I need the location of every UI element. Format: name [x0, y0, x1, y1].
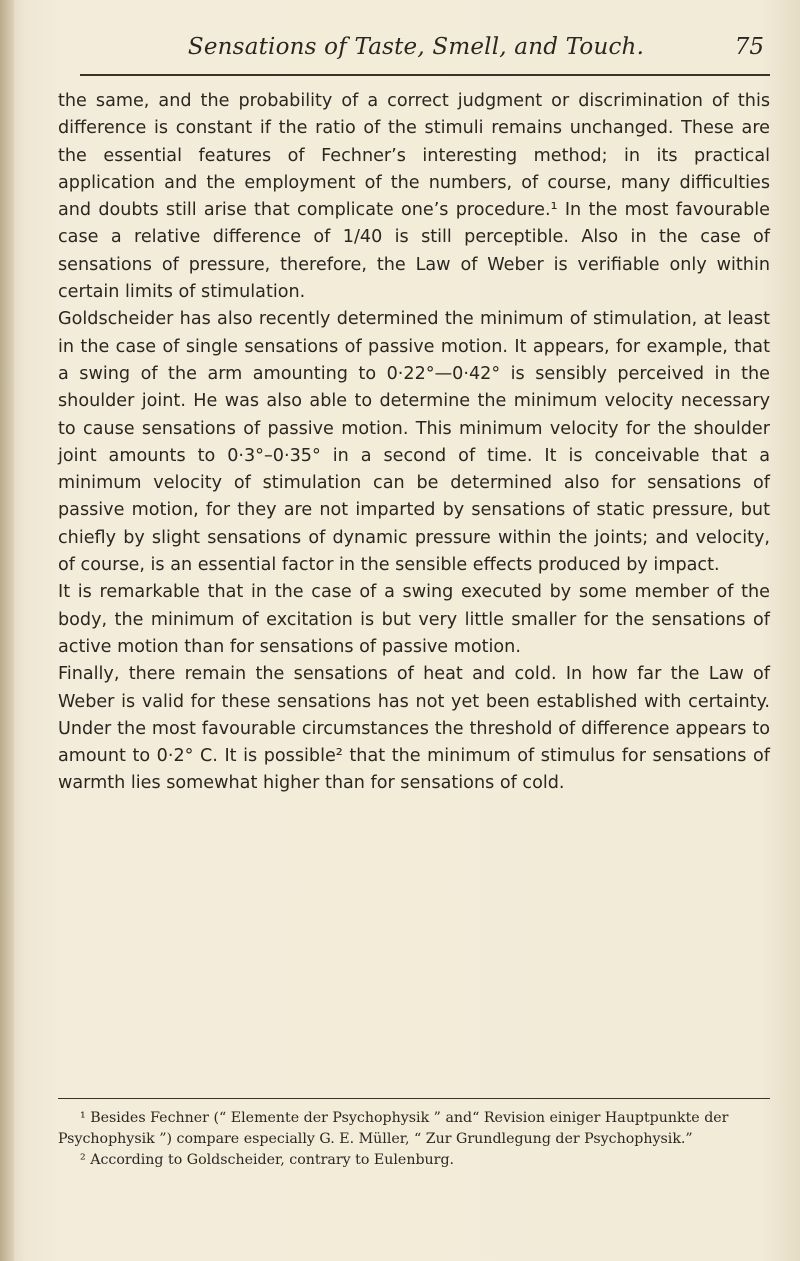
running-title: Sensations of Taste, Smell, and Touch.: [187, 34, 645, 60]
page-number: 75: [734, 34, 764, 60]
footnote-rule: [58, 1098, 770, 1099]
header-rule: [80, 74, 770, 76]
paragraph-3: It is remarkable that in the case of a swing executed by some member of the body, the minimum of excitation is but very little smaller for the sensations of active motion than for sensations of passive motion.: [58, 582, 770, 657]
footnote-2: ² According to Goldscheider, contrary to Eulenburg.: [80, 1152, 455, 1168]
paragraph-1: the same, and the probability of a correct judgment or discrimination of this difference is constant if the ratio of the stimuli remains unchanged. These are the essential features of Fechner’s interesting method; in its practical application and the employment of the numbers, of course, many difficulties and doubts still arise that complicate one’s procedure.¹ In the most favourable case a relative difference of 1/40 is still perceptible. Also in the case of sensations of pressure, therefore, the Law of Weber is verifiable only within certain limits of stimulation.: [58, 91, 770, 303]
paragraph-2: Goldscheider has also recently determined the minimum of stimulation, at least in the case of single sensations of passive motion. It appears, for example, that a swing of the arm amounting to 0·22°—0·42° is sensibly perceived in the shoulder joint. He was also able to determine the minimum velocity necessary to cause sensations of passive motion. This minimum velocity for the shoulder joint amounts to 0·3°–0·35° in a second of time. It is conceivable that a minimum velocity of stimulation can be determined also for sensations of passive motion, for they are not imparted by sensations of static pressure, but chiefly by slight sensations of dynamic pressure within the joints; and velocity, of course, is an essential factor in the sensible effects produced by impact.: [58, 309, 770, 576]
footnotes: [58, 1108, 770, 1171]
body-text: [58, 88, 770, 798]
page-spine-shadow: [0, 0, 14, 1261]
running-head: [60, 30, 770, 70]
paragraph-4: Finally, there remain the sensations of heat and cold. In how far the Law of Weber is valid for these sensations has not yet been established with certainty. Under the most favourable circumstances the threshold of difference appears to amount to 0·2° C. It is possible² that the minimum of stimulus for sensations of warmth lies somewhat higher than for sensations of cold.: [58, 664, 770, 794]
footnote-1: ¹ Besides Fechner (“ Elemente der Psychophysik ” and“ Revision einiger Hauptpunkte der Psychophysik ”) compare especially G. E. Müller, “ Zur Grundlegung der Psychophysik.”: [58, 1110, 729, 1147]
